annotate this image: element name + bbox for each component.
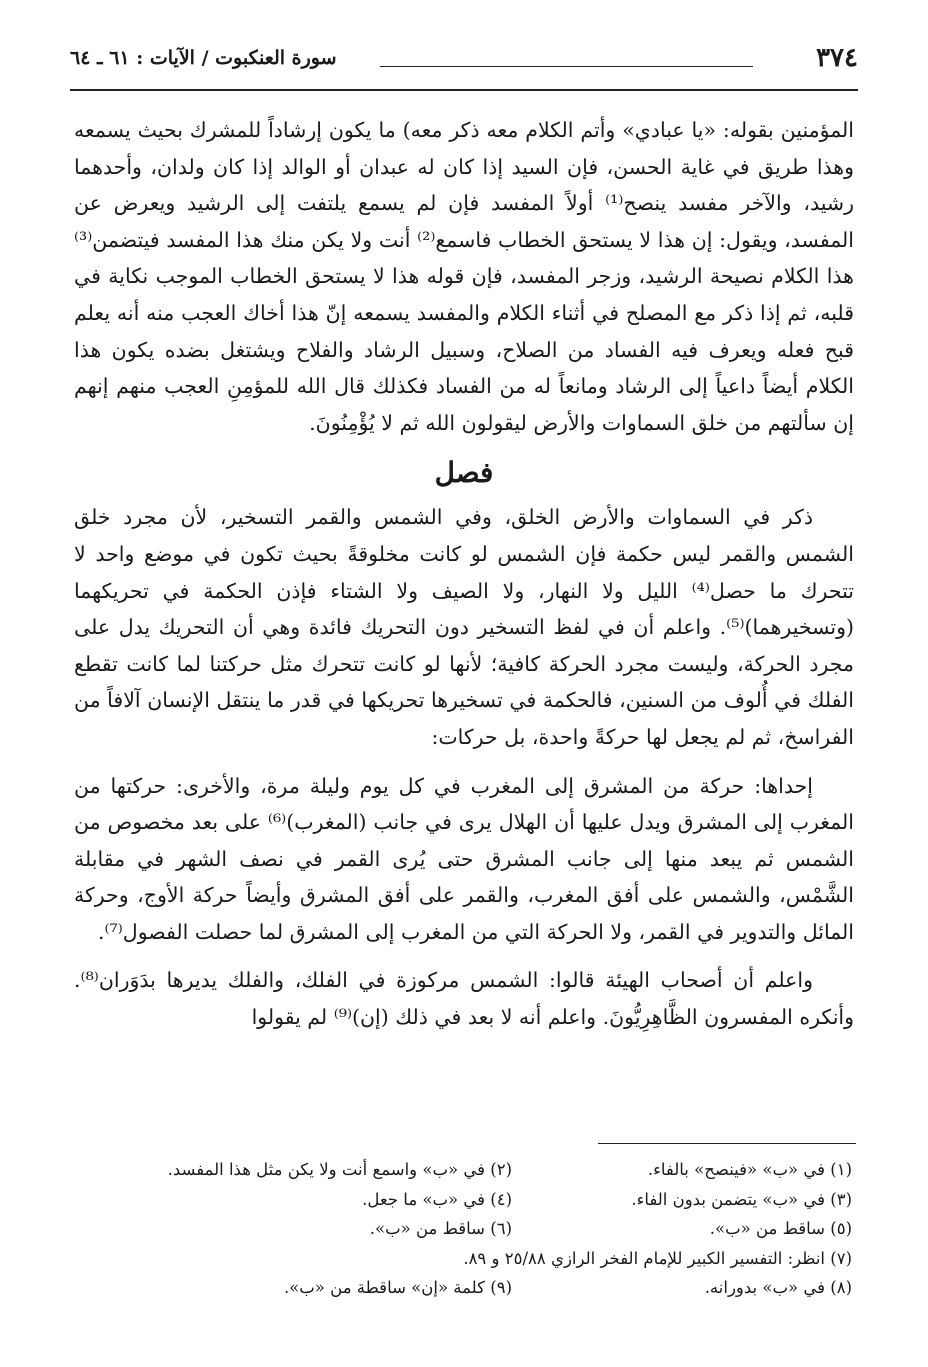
- section-title: فصل: [434, 456, 494, 490]
- footnote-row: [70, 1273, 852, 1303]
- footnote-row: [70, 1185, 852, 1215]
- page-number: ٣٧٤: [816, 43, 858, 73]
- page-header: [70, 38, 858, 78]
- footnote: (٩) كلمة «إن» ساقطة من «ب».: [283, 1278, 512, 1297]
- footnote: (٣) في «ب» يتضمن بدون الفاء.: [631, 1189, 852, 1209]
- footnote-rule: [598, 1143, 856, 1144]
- footnote: (٦) ساقط من «ب».: [369, 1219, 512, 1238]
- footnote: (٢) في «ب» واسمع أنت ولا يكن مثل هذا المفسد.: [167, 1160, 512, 1179]
- footnote: (٧) انظر: التفسير الكبير للإمام الفخر الرازي ٢٥/٨٨ و ٨٩.: [463, 1248, 852, 1268]
- footnote: (١) في «ب» «فينصح» بالفاء.: [647, 1160, 852, 1179]
- paragraph: إحداها: حركة من المشرق إلى المغرب في كل يوم وليلة مرة، والأخرى: حركتها من المغرب إلى المشرق ويدل عليها أن الهلال يرى في جانب (المغرب)⁽⁶⁾ على بعد مخصوص من الشمس ثم يبعد منها إلى جانب المشرق حتى يُرى القمر في نصف الشهر في مقابلة الشَّمْس، والشمس على أفق المغرب، والقمر على أفق المشرق وأيضاً حركة الأوج، وحركة المائل والتدوير في القمر، ولا الحركة التي من المغرب إلى المشرق لما حصلت الفصول⁽⁷⁾.: [74, 773, 854, 944]
- header-line: [380, 66, 753, 67]
- footnote-row: [70, 1214, 852, 1244]
- footnote: (٥) ساقط من «ب».: [709, 1219, 852, 1238]
- running-title: سورة العنكبوت / الآيات : ٦١ ـ ٦٤: [70, 47, 337, 69]
- footnotes: [70, 1155, 852, 1303]
- footnote: (٤) في «ب» ما جعل.: [362, 1189, 512, 1209]
- footnote-row: [70, 1155, 852, 1185]
- header-rule: [70, 89, 858, 91]
- paragraph: واعلم أن أصحاب الهيئة قالوا: الشمس مركوزة في الفلك، والفلك يديرها بدَوَران⁽⁸⁾. وأنكره المفسرون الظَّاهِرِيُّونَ. واعلم أنه لا بعد في ذلك (إن)⁽⁹⁾ لم يقولوا: [74, 968, 854, 1030]
- paragraph: ذكر في السماوات والأرض الخلق، وفي الشمس والقمر التسخير، لأن مجرد خلق الشمس والقمر ليس حكمة فإن الشمس لو كانت مخلوقةً بحيث تكون في موضع واحد لا تتحرك ما حصل⁽⁴⁾ الليل ولا النهار، ولا الصيف ولا الشتاء فإذن الحكمة في تحريكهما (وتسخيرهما)⁽⁵⁾. واعلم أن في لفظ التسخير دون التحريك فائدة وهي أن التحريك يدل على مجرد الحركة، وليست مجرد الحركة كافية؛ لأنها لو كانت تتحرك مثل حركتنا لما كانت تقطع الفلك في أُلوف من السنين، فالحكمة في تسخيرها تحريكها في قدر ما ينتقل الإنسان آلافاً من الفراسخ، ثم لم يجعل لها حركةً واحدة، بل حركات:: [74, 505, 854, 749]
- paragraph: المؤمنين بقوله: «يا عبادي» وأتم الكلام معه ذكر معه) ما يكون إرشاداً للمشرك بحيث يسمعه وهذا طريق في غاية الحسن، فإن السيد إذا كان له عبدان أو الوالد إذا كان ولدان، وأحدهما رشيد، والآخر مفسد ينصح⁽¹⁾ أولاً المفسد فإن لم يسمع يلتفت إلى الرشيد ويعرض عن المفسد، ويقول: إن هذا لا يستحق الخطاب فاسمع⁽²⁾ أنت ولا يكن منك هذا المفسد فيتضمن⁽³⁾ هذا الكلام نصيحة الرشيد، وزجر المفسد، فإن قوله هذا لا يستحق الخطاب الموجب نكاية في قلبه، ثم إذا ذكر مع المصلح في أثناء الكلام والمفسد يسمعه إنّ هذا أخاك العجب منه أنه يعلم قبح فعله ويعرف فيه الفساد من الصلاح، وسبيل الرشاد والفلاح ويشتغل بضده يكون هذا الكلام أيضاً داعياً إلى الرشاد ومانعاً له من الفساد فكذلك قال الله للمؤمِنِ العجب منهم إنهم إن سألتهم من خلق السماوات والأرض ليقولون الله ثم لا يُؤْمِنُونَ.: [74, 118, 855, 435]
- main-text: [74, 112, 854, 1036]
- footnote: (٨) في «ب» بدورانه.: [704, 1278, 852, 1297]
